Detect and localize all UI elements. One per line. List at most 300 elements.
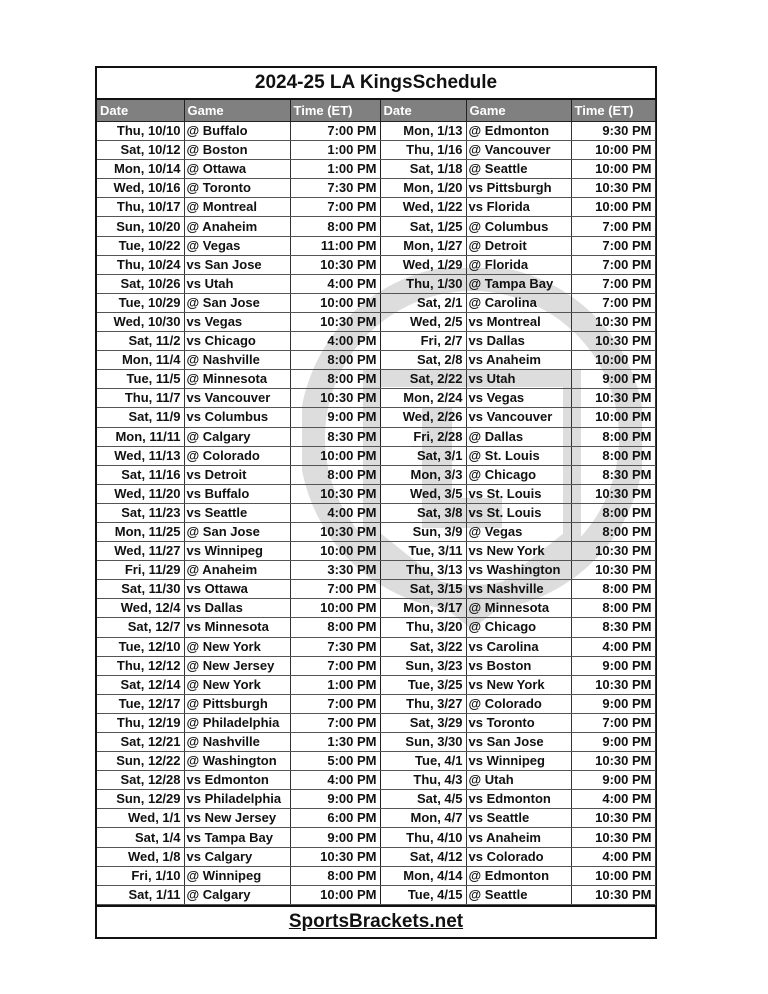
cell-time: 9:00 PM — [571, 656, 655, 675]
cell-date: Sat, 10/26 — [97, 274, 184, 293]
table-row — [97, 332, 655, 351]
cell-game: @ Boston — [184, 141, 290, 160]
cell-date: Mon, 1/13 — [380, 122, 466, 141]
cell-date: Thu, 10/10 — [97, 122, 184, 141]
cell-time: 10:00 PM — [290, 599, 380, 618]
cell-time: 9:00 PM — [571, 771, 655, 790]
cell-date: Thu, 1/16 — [380, 141, 466, 160]
cell-game: vs Chicago — [184, 332, 290, 351]
table-row — [97, 312, 655, 331]
cell-game: @ Edmonton — [466, 866, 571, 885]
cell-game: @ Anaheim — [184, 561, 290, 580]
cell-game: vs Columbus — [184, 408, 290, 427]
table-row — [97, 599, 655, 618]
cell-date: Sat, 2/8 — [380, 351, 466, 370]
cell-game: @ Nashville — [184, 733, 290, 752]
cell-time: 10:30 PM — [571, 752, 655, 771]
cell-date: Thu, 4/3 — [380, 771, 466, 790]
cell-date: Mon, 11/25 — [97, 522, 184, 541]
cell-time: 1:00 PM — [290, 141, 380, 160]
cell-time: 10:30 PM — [571, 542, 655, 561]
cell-time: 10:30 PM — [290, 484, 380, 503]
cell-game: vs Detroit — [184, 465, 290, 484]
cell-game: vs Seattle — [184, 503, 290, 522]
cell-time: 8:00 PM — [571, 580, 655, 599]
cell-date: Mon, 11/4 — [97, 351, 184, 370]
table-row — [97, 408, 655, 427]
cell-time: 9:00 PM — [571, 370, 655, 389]
cell-date: Mon, 4/7 — [380, 809, 466, 828]
cell-game: vs Vancouver — [184, 389, 290, 408]
table-row — [97, 160, 655, 179]
cell-game: vs Minnesota — [184, 618, 290, 637]
cell-date: Thu, 12/12 — [97, 656, 184, 675]
cell-time: 6:00 PM — [290, 809, 380, 828]
cell-date: Sat, 3/29 — [380, 713, 466, 732]
cell-game: @ New York — [184, 675, 290, 694]
table-row — [97, 675, 655, 694]
cell-time: 10:30 PM — [571, 389, 655, 408]
sportsbrackets-link[interactable]: SportsBrackets.net — [288, 910, 464, 932]
cell-date: Sat, 12/7 — [97, 618, 184, 637]
cell-game: vs Nashville — [466, 580, 571, 599]
cell-date: Sat, 1/18 — [380, 160, 466, 179]
cell-game: @ New York — [184, 637, 290, 656]
cell-date: Mon, 3/3 — [380, 465, 466, 484]
cell-date: Fri, 2/7 — [380, 332, 466, 351]
schedule-sheet — [95, 66, 657, 939]
cell-game: vs Boston — [466, 656, 571, 675]
table-row — [97, 809, 655, 828]
column-header-date: Date — [380, 100, 466, 122]
cell-date: Sat, 3/1 — [380, 446, 466, 465]
cell-time: 7:00 PM — [571, 274, 655, 293]
cell-game: vs St. Louis — [466, 484, 571, 503]
cell-game: @ Columbus — [466, 217, 571, 236]
cell-game: @ Seattle — [466, 160, 571, 179]
cell-date: Thu, 3/13 — [380, 561, 466, 580]
table-row — [97, 351, 655, 370]
cell-time: 10:30 PM — [290, 255, 380, 274]
cell-date: Sun, 3/30 — [380, 733, 466, 752]
cell-game: vs Winnipeg — [466, 752, 571, 771]
cell-game: vs New York — [466, 675, 571, 694]
cell-date: Tue, 4/15 — [380, 885, 466, 904]
cell-time: 10:30 PM — [290, 847, 380, 866]
cell-time: 8:30 PM — [571, 618, 655, 637]
cell-date: Sat, 1/25 — [380, 217, 466, 236]
cell-date: Thu, 3/27 — [380, 694, 466, 713]
cell-date: Sat, 3/8 — [380, 503, 466, 522]
table-row — [97, 255, 655, 274]
table-row — [97, 293, 655, 312]
cell-game: @ Colorado — [466, 694, 571, 713]
cell-date: Wed, 10/16 — [97, 179, 184, 198]
cell-game: vs Montreal — [466, 312, 571, 331]
cell-game: vs Winnipeg — [184, 542, 290, 561]
cell-time: 9:00 PM — [290, 828, 380, 847]
cell-date: Mon, 4/14 — [380, 866, 466, 885]
cell-time: 10:30 PM — [290, 522, 380, 541]
cell-time: 8:00 PM — [571, 599, 655, 618]
cell-game: vs Carolina — [466, 637, 571, 656]
cell-time: 10:30 PM — [571, 484, 655, 503]
cell-time: 10:30 PM — [571, 332, 655, 351]
cell-date: Mon, 10/14 — [97, 160, 184, 179]
table-row — [97, 503, 655, 522]
table-row — [97, 274, 655, 293]
cell-date: Wed, 3/5 — [380, 484, 466, 503]
cell-date: Sat, 12/28 — [97, 771, 184, 790]
cell-game: @ Vancouver — [466, 141, 571, 160]
cell-game: @ Montreal — [184, 198, 290, 217]
cell-time: 10:00 PM — [571, 351, 655, 370]
cell-date: Mon, 3/17 — [380, 599, 466, 618]
cell-date: Tue, 4/1 — [380, 752, 466, 771]
cell-game: @ Philadelphia — [184, 713, 290, 732]
cell-date: Thu, 11/7 — [97, 389, 184, 408]
table-row — [97, 828, 655, 847]
cell-time: 10:00 PM — [290, 293, 380, 312]
cell-time: 10:00 PM — [290, 542, 380, 561]
cell-game: vs Colorado — [466, 847, 571, 866]
cell-game: @ Utah — [466, 771, 571, 790]
cell-game: vs Tampa Bay — [184, 828, 290, 847]
cell-time: 5:00 PM — [290, 752, 380, 771]
cell-game: vs Buffalo — [184, 484, 290, 503]
table-row — [97, 370, 655, 389]
table-row — [97, 465, 655, 484]
cell-date: Wed, 11/27 — [97, 542, 184, 561]
cell-date: Wed, 12/4 — [97, 599, 184, 618]
cell-game: vs Dallas — [466, 332, 571, 351]
cell-game: @ Detroit — [466, 236, 571, 255]
cell-game: @ Buffalo — [184, 122, 290, 141]
table-row — [97, 484, 655, 503]
cell-date: Wed, 2/5 — [380, 312, 466, 331]
cell-date: Sat, 3/15 — [380, 580, 466, 599]
cell-game: vs Philadelphia — [184, 790, 290, 809]
cell-time: 7:00 PM — [290, 580, 380, 599]
table-row — [97, 427, 655, 446]
cell-date: Sat, 11/30 — [97, 580, 184, 599]
cell-time: 1:30 PM — [290, 733, 380, 752]
cell-date: Mon, 1/20 — [380, 179, 466, 198]
cell-time: 8:00 PM — [571, 503, 655, 522]
cell-date: Wed, 1/8 — [97, 847, 184, 866]
cell-time: 7:00 PM — [571, 713, 655, 732]
cell-game: @ Washington — [184, 752, 290, 771]
cell-time: 7:00 PM — [290, 656, 380, 675]
cell-time: 9:00 PM — [290, 790, 380, 809]
cell-time: 7:00 PM — [290, 694, 380, 713]
table-row — [97, 179, 655, 198]
cell-date: Sat, 3/22 — [380, 637, 466, 656]
table-row — [97, 618, 655, 637]
cell-time: 10:00 PM — [290, 446, 380, 465]
cell-game: vs Edmonton — [466, 790, 571, 809]
table-row — [97, 580, 655, 599]
cell-time: 10:30 PM — [571, 809, 655, 828]
column-header-date: Date — [97, 100, 184, 122]
cell-date: Tue, 10/22 — [97, 236, 184, 255]
cell-time: 7:00 PM — [290, 122, 380, 141]
cell-time: 1:00 PM — [290, 675, 380, 694]
column-header-game: Game — [184, 100, 290, 122]
cell-game: @ San Jose — [184, 522, 290, 541]
cell-time: 10:00 PM — [571, 160, 655, 179]
cell-game: @ Carolina — [466, 293, 571, 312]
table-row — [97, 790, 655, 809]
cell-date: Wed, 11/20 — [97, 484, 184, 503]
cell-game: @ Minnesota — [184, 370, 290, 389]
schedule-table — [97, 100, 656, 905]
cell-game: @ Pittsburgh — [184, 694, 290, 713]
cell-time: 4:00 PM — [571, 637, 655, 656]
table-row — [97, 542, 655, 561]
cell-date: Tue, 11/5 — [97, 370, 184, 389]
cell-game: vs Edmonton — [184, 771, 290, 790]
cell-date: Sun, 12/22 — [97, 752, 184, 771]
cell-date: Thu, 1/30 — [380, 274, 466, 293]
cell-game: vs Seattle — [466, 809, 571, 828]
cell-time: 4:00 PM — [290, 503, 380, 522]
cell-game: vs Dallas — [184, 599, 290, 618]
cell-time: 10:30 PM — [290, 389, 380, 408]
table-row — [97, 389, 655, 408]
cell-game: @ Seattle — [466, 885, 571, 904]
cell-date: Sat, 2/1 — [380, 293, 466, 312]
cell-date: Fri, 11/29 — [97, 561, 184, 580]
cell-game: @ St. Louis — [466, 446, 571, 465]
cell-date: Fri, 1/10 — [97, 866, 184, 885]
cell-time: 10:00 PM — [571, 866, 655, 885]
table-row — [97, 885, 655, 904]
cell-date: Mon, 1/27 — [380, 236, 466, 255]
table-row — [97, 713, 655, 732]
column-header-time: Time (ET) — [571, 100, 655, 122]
table-row — [97, 847, 655, 866]
cell-time: 10:00 PM — [571, 141, 655, 160]
cell-date: Thu, 4/10 — [380, 828, 466, 847]
cell-game: vs Utah — [184, 274, 290, 293]
table-row — [97, 733, 655, 752]
table-row — [97, 561, 655, 580]
cell-time: 3:30 PM — [290, 561, 380, 580]
cell-date: Thu, 3/20 — [380, 618, 466, 637]
cell-game: @ New Jersey — [184, 656, 290, 675]
cell-date: Wed, 2/26 — [380, 408, 466, 427]
cell-game: @ Vegas — [184, 236, 290, 255]
cell-time: 8:00 PM — [290, 866, 380, 885]
cell-date: Sat, 1/4 — [97, 828, 184, 847]
schedule-rows — [97, 122, 655, 905]
cell-date: Sat, 11/23 — [97, 503, 184, 522]
cell-date: Sun, 12/29 — [97, 790, 184, 809]
column-header-game: Game — [466, 100, 571, 122]
table-row — [97, 217, 655, 236]
cell-game: @ Ottawa — [184, 160, 290, 179]
cell-time: 8:30 PM — [571, 465, 655, 484]
cell-time: 8:00 PM — [290, 351, 380, 370]
cell-game: vs Anaheim — [466, 351, 571, 370]
cell-game: @ Dallas — [466, 427, 571, 446]
cell-game: vs Calgary — [184, 847, 290, 866]
cell-game: @ Calgary — [184, 427, 290, 446]
cell-game: vs Vegas — [184, 312, 290, 331]
cell-game: vs Ottawa — [184, 580, 290, 599]
cell-date: Thu, 10/17 — [97, 198, 184, 217]
cell-time: 1:00 PM — [290, 160, 380, 179]
cell-date: Mon, 2/24 — [380, 389, 466, 408]
cell-game: @ Tampa Bay — [466, 274, 571, 293]
cell-time: 8:00 PM — [290, 370, 380, 389]
cell-game: @ Colorado — [184, 446, 290, 465]
cell-game: vs Vegas — [466, 389, 571, 408]
cell-date: Tue, 12/17 — [97, 694, 184, 713]
cell-game: vs Toronto — [466, 713, 571, 732]
cell-time: 10:30 PM — [571, 561, 655, 580]
cell-time: 8:00 PM — [290, 465, 380, 484]
cell-time: 4:00 PM — [571, 790, 655, 809]
table-row — [97, 236, 655, 255]
cell-time: 7:30 PM — [290, 637, 380, 656]
table-row — [97, 694, 655, 713]
cell-time: 10:30 PM — [571, 179, 655, 198]
cell-time: 10:00 PM — [571, 198, 655, 217]
cell-time: 10:00 PM — [290, 885, 380, 904]
cell-time: 7:00 PM — [290, 198, 380, 217]
cell-date: Tue, 3/25 — [380, 675, 466, 694]
cell-game: @ Chicago — [466, 465, 571, 484]
cell-game: @ Florida — [466, 255, 571, 274]
cell-time: 4:00 PM — [290, 274, 380, 293]
cell-date: Fri, 2/28 — [380, 427, 466, 446]
cell-game: @ San Jose — [184, 293, 290, 312]
cell-time: 8:00 PM — [571, 446, 655, 465]
page-title: 2024-25 LA KingsSchedule — [97, 68, 655, 100]
header-row — [97, 100, 655, 122]
table-row — [97, 771, 655, 790]
cell-time: 4:00 PM — [571, 847, 655, 866]
cell-time: 8:00 PM — [571, 522, 655, 541]
cell-date: Thu, 10/24 — [97, 255, 184, 274]
cell-time: 10:00 PM — [571, 408, 655, 427]
cell-time: 8:00 PM — [290, 217, 380, 236]
cell-date: Sun, 3/23 — [380, 656, 466, 675]
cell-game: vs Utah — [466, 370, 571, 389]
cell-date: Sat, 12/14 — [97, 675, 184, 694]
column-header-time: Time (ET) — [290, 100, 380, 122]
table-row — [97, 866, 655, 885]
cell-game: vs San Jose — [184, 255, 290, 274]
cell-time: 10:30 PM — [571, 828, 655, 847]
table-row — [97, 446, 655, 465]
cell-date: Sat, 11/16 — [97, 465, 184, 484]
cell-game: @ Calgary — [184, 885, 290, 904]
cell-time: 11:00 PM — [290, 236, 380, 255]
cell-game: vs St. Louis — [466, 503, 571, 522]
cell-time: 10:30 PM — [571, 885, 655, 904]
cell-game: vs Anaheim — [466, 828, 571, 847]
cell-time: 4:00 PM — [290, 771, 380, 790]
cell-time: 10:30 PM — [290, 312, 380, 331]
cell-time: 9:30 PM — [571, 122, 655, 141]
cell-date: Wed, 10/30 — [97, 312, 184, 331]
cell-time: 10:30 PM — [571, 675, 655, 694]
cell-time: 8:30 PM — [290, 427, 380, 446]
cell-date: Thu, 12/19 — [97, 713, 184, 732]
cell-date: Sat, 4/12 — [380, 847, 466, 866]
cell-date: Sun, 3/9 — [380, 522, 466, 541]
cell-game: @ Minnesota — [466, 599, 571, 618]
cell-time: 7:00 PM — [290, 713, 380, 732]
cell-date: Sat, 2/22 — [380, 370, 466, 389]
cell-time: 10:30 PM — [571, 312, 655, 331]
cell-time: 9:00 PM — [571, 694, 655, 713]
cell-date: Wed, 1/22 — [380, 198, 466, 217]
cell-game: @ Vegas — [466, 522, 571, 541]
cell-time: 4:00 PM — [290, 332, 380, 351]
cell-time: 9:00 PM — [290, 408, 380, 427]
cell-game: @ Chicago — [466, 618, 571, 637]
cell-game: @ Anaheim — [184, 217, 290, 236]
cell-date: Tue, 12/10 — [97, 637, 184, 656]
cell-date: Wed, 1/1 — [97, 809, 184, 828]
table-row — [97, 141, 655, 160]
table-row — [97, 637, 655, 656]
cell-game: vs New York — [466, 542, 571, 561]
cell-game: @ Nashville — [184, 351, 290, 370]
cell-date: Sat, 11/9 — [97, 408, 184, 427]
cell-time: 8:00 PM — [571, 427, 655, 446]
cell-time: 7:00 PM — [571, 217, 655, 236]
cell-date: Wed, 1/29 — [380, 255, 466, 274]
table-row — [97, 656, 655, 675]
cell-game: vs San Jose — [466, 733, 571, 752]
cell-time: 7:00 PM — [571, 293, 655, 312]
table-row — [97, 522, 655, 541]
cell-game: vs New Jersey — [184, 809, 290, 828]
cell-date: Sun, 10/20 — [97, 217, 184, 236]
cell-time: 9:00 PM — [571, 733, 655, 752]
cell-game: vs Florida — [466, 198, 571, 217]
cell-date: Mon, 11/11 — [97, 427, 184, 446]
footer — [97, 905, 655, 937]
cell-game: vs Washington — [466, 561, 571, 580]
cell-game: @ Edmonton — [466, 122, 571, 141]
table-row — [97, 752, 655, 771]
cell-date: Wed, 11/13 — [97, 446, 184, 465]
table-row — [97, 122, 655, 141]
cell-time: 7:00 PM — [571, 236, 655, 255]
cell-date: Sat, 1/11 — [97, 885, 184, 904]
cell-date: Sat, 12/21 — [97, 733, 184, 752]
cell-game: vs Vancouver — [466, 408, 571, 427]
cell-date: Sat, 10/12 — [97, 141, 184, 160]
cell-time: 8:00 PM — [290, 618, 380, 637]
table-row — [97, 198, 655, 217]
cell-date: Sat, 4/5 — [380, 790, 466, 809]
cell-game: vs Pittsburgh — [466, 179, 571, 198]
cell-game: @ Toronto — [184, 179, 290, 198]
cell-time: 7:00 PM — [571, 255, 655, 274]
cell-date: Tue, 3/11 — [380, 542, 466, 561]
cell-time: 7:30 PM — [290, 179, 380, 198]
cell-game: @ Winnipeg — [184, 866, 290, 885]
cell-date: Tue, 10/29 — [97, 293, 184, 312]
cell-date: Sat, 11/2 — [97, 332, 184, 351]
